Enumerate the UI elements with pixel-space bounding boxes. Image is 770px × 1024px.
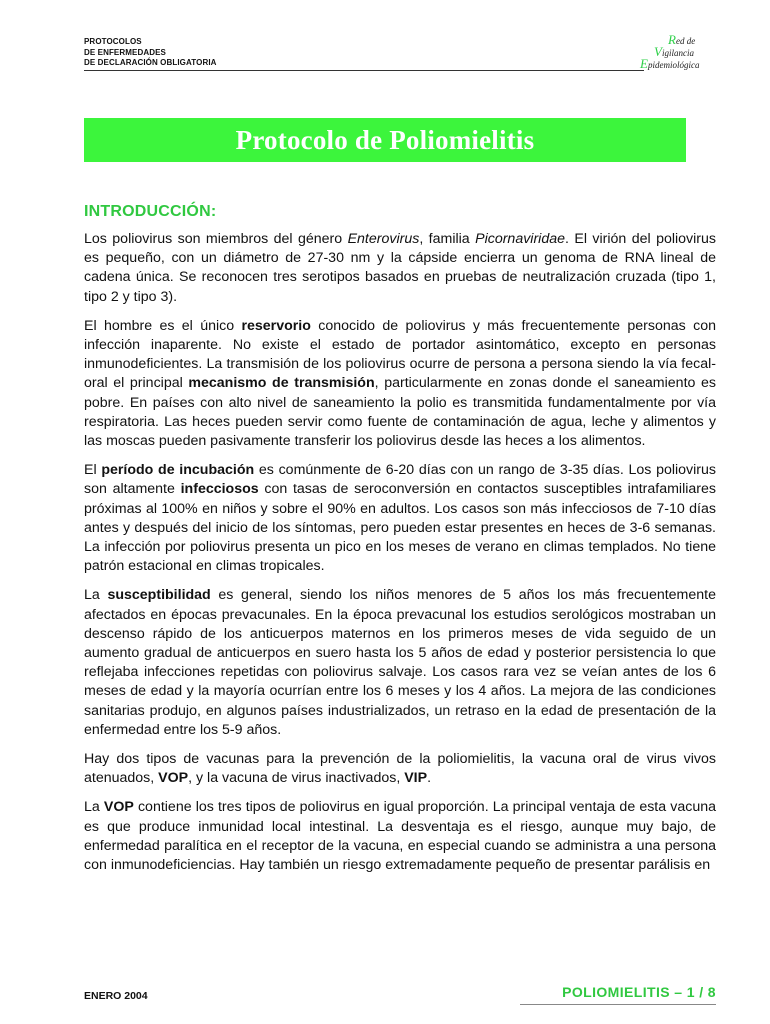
page-title: Protocolo de Poliomielitis [235,124,535,155]
red-vigilancia-logo [640,32,730,74]
paragraph-vop: La VOP contiene los tres tipos de poliovirus en igual proporción. La principal ventaja de esta vacuna es que produce inmunidad local intestinal. La desventaja es el riesgo, aunque muy bajo, de enfermedad paralítica en el receptor de la vacuna, en especial cuando se administra a una persona con inmunodeficiencias. Hay también un riesgo extremadamente pequeño de presentar parálisis en [84,799,716,874]
logo-line: Red de [668,32,696,47]
header-line: PROTOCOLOS [84,37,142,46]
footer-page-label: POLIOMIELITIS – 1 / 8 [562,984,716,1000]
section-heading: INTRODUCCIÓN: [84,203,217,220]
header-divider [84,70,644,71]
paragraph-reservoir: El hombre es el único reservorio conocido de poliovirus y más frecuentemente personas con infección inaparente. No existe el estado de portador asintomático, excepto en personas inmunodeficientes. La transmisión de los poliovirus ocurre de persona a persona siendo la vía fecal-oral el principal mecanismo de transmisión, particularmente en zonas donde el saneamiento es pobre. En países con alto nivel de saneamiento la polio es transmitida fundamentalmente por vía respiratoria. Las heces pueden servir como fuente de contaminación de agua, leche y alimentos y las moscas pueden pasivamente transferir los poliovirus desde las heces a los alimentos. [84,317,717,450]
title-banner [84,118,686,162]
header-line: DE ENFERMEDADES [84,47,166,57]
header-line: DE DECLARACIÓN OBLIGATORIA [84,58,217,67]
logo-line: Vigilancia [654,44,694,59]
paragraph-susceptibility: La susceptibilidad es general, siendo los niños menores de 5 años los más frecuentemente afectados en épocas prevacunales. En la época prevacunal los estudios serológicos mostraban un descenso rápido de los anticuerpos maternos en los primeros meses de vida seguido de un aumento gradual de anticuerpos en suero hasta los 5 años de edad y posterior persistencia lo que reflejaba infecciones repetidas con poliovirus salvaje. Los casos rara vez se veían antes de los 6 meses de edad y la mayoría ocurrían entre los 6 meses y los 4 años. La mejora de las condiciones sanitarias produjo, en algunos países industrializados, un retraso en la edad de presentación de la enfermedad entre los 5-9 años. [84,587,716,738]
paragraph-vaccine-types: Hay dos tipos de vacunas para la prevención de la poliomielitis, la vacuna oral de virus vivos atenuados, VOP, y la vacuna de virus inactivados, VIP. [84,751,716,787]
document-body [84,230,716,885]
paragraph-viruses: Los poliovirus son miembros del género Enterovirus, familia Picornaviridae. El virión del poliovirus es pequeño, con un diámetro de 27-30 nm y la cápside encierra un genoma de RNA lineal de cadena única. Se reconocen tres serotipos basados en pruebas de neutralización cruzada (tipo 1, tipo 2 y tipo 3). [84,231,717,305]
footer-date: ENERO 2004 [84,990,148,1002]
paragraph-incubation: El período de incubación es comúnmente de 6-20 días con un rango de 3-35 días. Los poliovirus son altamente infecciosos con tasas de seroconversión en contactos susceptibles intrafamiliares próximas al 100% en niños y sobre el 90% en adultos. Los casos son más infecciosos de 7-10 días antes y después del inicio de los síntomas, pero pueden estar presentes en heces de 3-6 semanas. La infección por poliovirus presenta un pico en los meses de verano en climas templados. No tiene patrón estacional en climas tropicales. [84,462,716,575]
logo-line: Epidemiológica [640,56,700,71]
footer-divider [520,1004,716,1005]
document-series-header [84,37,217,69]
